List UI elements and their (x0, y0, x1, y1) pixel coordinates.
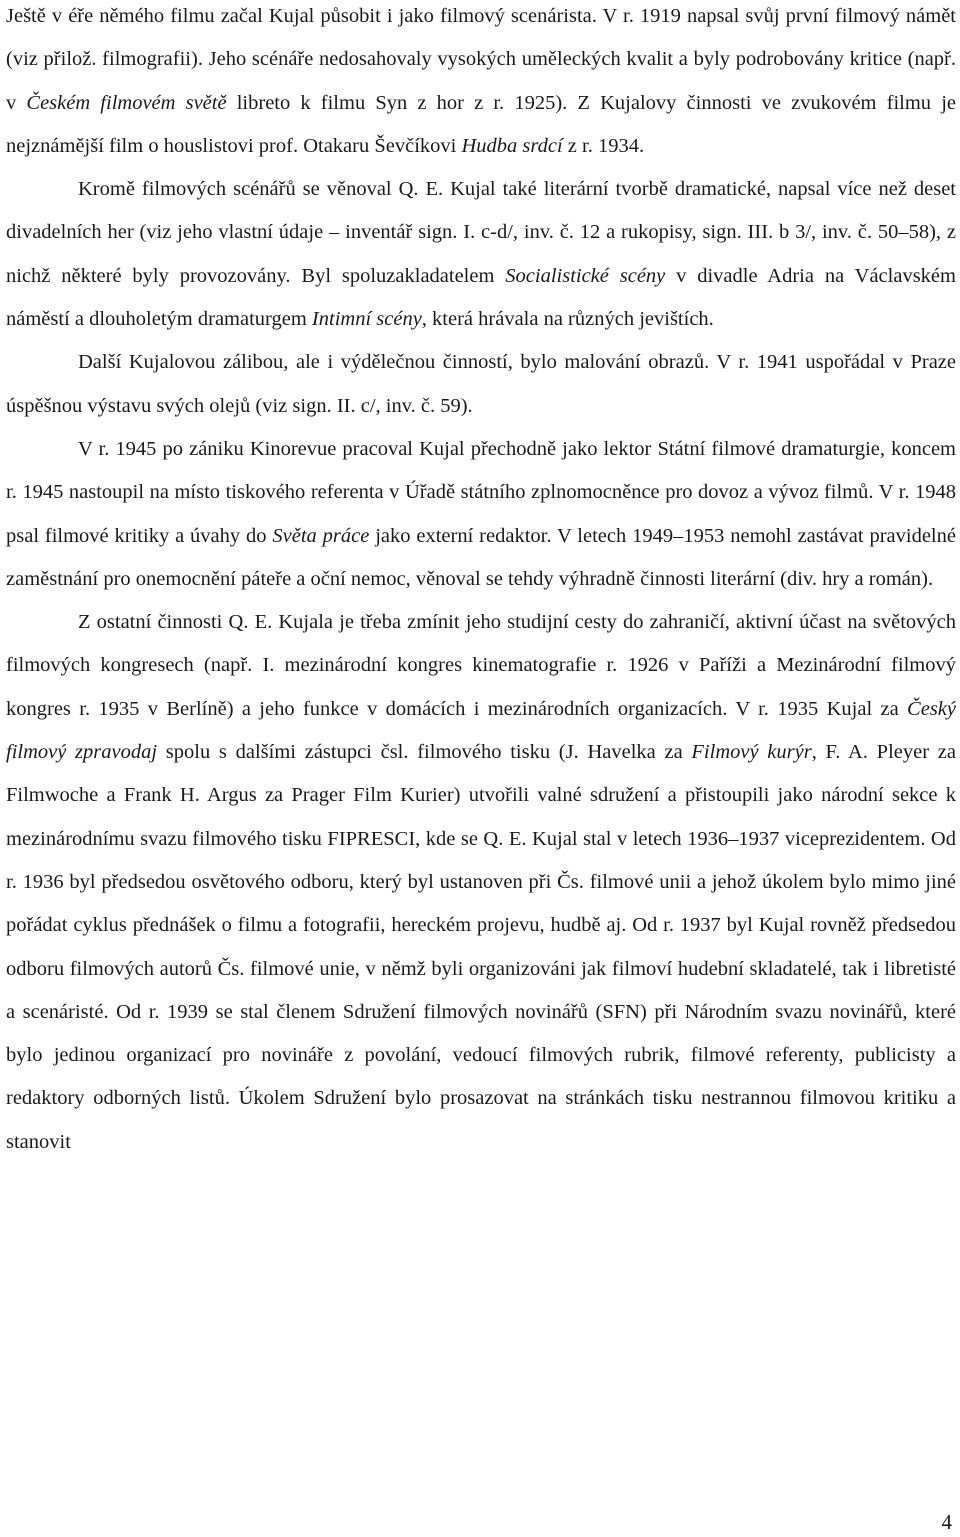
body-text: Ještě v éře němého filmu začal Kujal působit i jako filmový scenárista. V r. 1919 napsal svůj první filmový námět (viz přilož. filmografii). Jeho scénáře nedosahovaly vysokých uměleckých kvalit a byly podrobovány kritice (např. v (6, 5, 956, 114)
body-text: Kromě filmových scénářů se věnoval Q. E. Kujal také literární tvorbě dramatické, napsal více než deset divadelních her (viz jeho vlastní údaje – inventář sign. I. c-d/, inv. č. 12 a rukopisy, sign. III. b 3/, inv. č. 50–58), z nichž některé byly provozovány. Byl spoluzakladatelem (6, 178, 956, 287)
body-text: v divadle Adria na Václavském náměstí a dlouholetým dramaturgem (6, 264, 956, 331)
italic-title-text: Filmový kurýr (691, 741, 812, 764)
italic-title-text: Socialistické scény (505, 264, 666, 287)
italic-title-text: Český filmový zpravodaj (6, 697, 956, 764)
paragraph-2 (6, 168, 956, 341)
body-text: V r. 1945 po zániku Kinorevue pracoval Kujal přechodně jako lektor Státní filmové dramaturgie, koncem r. 1945 nastoupil na místo tiskového referenta v Úřadě státního zplnomocněnce pro dovoz a vývoz filmů. V r. 1948 psal filmové kritiky a úvahy do (6, 437, 956, 547)
body-text: z r. 1934. (562, 134, 645, 157)
italic-title-text: Českém filmovém světě (26, 91, 227, 114)
paragraph-1 (6, 0, 956, 168)
italic-title-text: Světa práce (272, 524, 370, 547)
paragraph-4 (6, 428, 956, 601)
body-text: Další Kujalovou zálibou, ale i výdělečnou činností, bylo malování obrazů. V r. 1941 uspořádal v Praze úspěšnou výstavu svých olejů (viz sign. II. c/, inv. č. 59). (6, 351, 956, 417)
body-text: jako externí redaktor. V letech 1949–1953 nemohl zastávat pravidelné zaměstnání pro onemocnění páteře a oční nemoc, věnoval se tehdy výhradně činnosti literární (div. hry a román). (6, 524, 956, 590)
paragraph-3 (6, 341, 956, 428)
body-text: , F. A. Pleyer za Filmwoche a Frank H. Argus za Prager Film Kurier) utvořili valné sdružení a přistoupili jako národní sekce k mezinárodnímu svazu filmového tisku FIPRESCI, kde se Q. E. Kujal stal v letech 1936–1937 viceprezidentem. Od r. 1936 byl předsedou osvětového odboru, který byl ustanoven při Čs. filmové unii a jehož úkolem bylo mimo jiné pořádat cyklus přednášek o filmu a fotografii, hereckém projevu, hudbě aj. Od r. 1937 byl Kujal rovněž předsedou odboru filmových autorů Čs. filmové unie, v němž byli organizováni jak filmoví hudební skladatelé, tak i libretisté a scenáristé. Od r. 1939 se stal členem Sdružení filmových novinářů (SFN) při Národním svazu novinářů, které bylo jedinou organizací pro novináře z povolání, vedoucí filmových rubrik, filmové referenty, publicisty a redaktory odborných listů. Úkolem Sdružení bylo prosazovat na stránkách tisku nestrannou filmovou kritiku a stanovit (6, 741, 956, 1153)
document-page (6, 0, 956, 1164)
body-text: libreto k filmu Syn z hor z r. 1925). Z Kujalovy činnosti ve zvukovém filmu je nejznámější film o houslistovi prof. Otakaru Ševčíkovi (6, 91, 956, 157)
paragraph-5 (6, 601, 956, 1164)
body-text: spolu s dalšími zástupci čsl. filmového tisku (J. Havelka za (157, 741, 692, 764)
italic-title-text: Hudba srdcí (461, 134, 563, 157)
body-text: Z ostatní činnosti Q. E. Kujala je třeba zmínit jeho studijní cesty do zahraničí, aktivní účast na světových filmových kongresech (např. I. mezinárodní kongres kinematografie r. 1926 v Paříži a Mezinárodní filmový kongres r. 1935 v Berlíně) a jeho funkce v domácích i mezinárodních organizacích. V r. 1935 Kujal za (6, 611, 956, 720)
italic-title-text: Intimní scény (311, 308, 422, 331)
body-text: , která hrávala na různých jevištích. (421, 308, 714, 331)
page-number: 4 (941, 1510, 952, 1534)
